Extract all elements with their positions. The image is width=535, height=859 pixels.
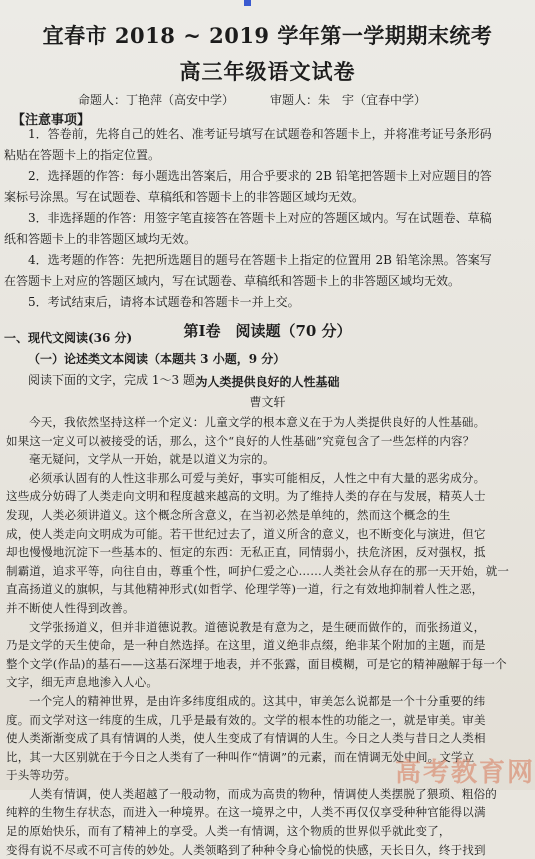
essay-body xyxy=(6,413,530,859)
essay-line: 直高扬道义的旗帜，与其他精神形式(如哲学、伦理学等)一道，行之有效地抑制着人性之恶， xyxy=(6,582,484,597)
essay-line: 毫无疑问，文学从一开始，就是以道义为宗的。 xyxy=(29,452,275,467)
exam-title: 宜春市 2018 ~ 2019 学年第一学期期末统考 xyxy=(42,23,493,48)
notice-line: 在答题卡上对应的答题区域内，写在试题卷、草稿纸和答题卡上的非答题区域均无效。 xyxy=(4,274,461,288)
essay-line: 文字，细无声息地渗入人心。 xyxy=(6,675,159,690)
essay-author: 曹文轩 xyxy=(249,395,286,409)
exam-subtitle: 高三年级语文试卷 xyxy=(179,59,356,84)
essay-line: 发现，人类必须讲道义。这个概念所含意义，在当初必然是单纯的，然而这个概念的生 xyxy=(6,507,451,522)
notice-line: 2．选择题的作答：每小题选出答案后，用合乎要求的 2B 铅笔把答题卡上对应题目的答 xyxy=(28,169,492,183)
essay-line: 成，使人类走向文明成为可能。若干世纪过去了，道义所含的意义，也不断变化与演进，但它 xyxy=(6,526,486,541)
essay-line: 度。而文学对这一纬度的生成，几乎是最有效的。文学的根本性的功能之一，就是审美。审美 xyxy=(6,712,486,727)
notice-heading: 【注意事项】 xyxy=(12,113,91,128)
essay-line: 足的原始快乐，而有了精神上的享受。人类一有情调，这个物质的世界似乎就此变了， xyxy=(6,824,451,839)
essay-line: 如果这一定义可以被接受的话，那么，这个“良好的人性基础”究竟包含了一些怎样的内容？ xyxy=(6,433,475,448)
setter: 命题人：丁艳萍（高安中学） xyxy=(78,93,235,107)
notice-line: 4．选考题的作答：先把所选题目的题号在答题卡上指定的位置用 2B 铅笔涂黑。答案写 xyxy=(28,253,492,267)
notice-line: 粘贴在答题卡上的指定位置。 xyxy=(4,148,161,162)
essay-line: 一个完人的精神世界，是由许多纬度组成的。这其中，审美怎么说都是一个十分重要的纬 xyxy=(29,693,486,708)
subpart-heading: （一）论述类文本阅读（本题共 3 小题，9 分） xyxy=(28,352,286,366)
essay-line: 比，其一大区别就在于今日之人类有了一种叫作“情调”的元素，而在情调无处中间。文学立 xyxy=(6,749,475,764)
essay-line: 却也慢慢地沉淀下一些基本的、恒定的东西：无私正直，同情弱小，扶危济困，反对强权，抵 xyxy=(6,545,486,560)
notice-line: 5．考试结束后，请将本试题卷和答题卡一并上交。 xyxy=(28,295,300,309)
author-line xyxy=(78,91,518,108)
essay-line: 乃是文学的天生使命，是一种自然选择。在这里，道义绝非点缀，绝非某个附加的主题，而是 xyxy=(6,638,486,653)
section-title: 第Ⅰ卷 阅读题（70 分） xyxy=(183,322,352,340)
essay-line: 人类有情调，使人类超越了一般动物，而成为高贵的物种，情调使人类摆脱了猥琐、粗俗的 xyxy=(29,786,497,801)
notice-line: 案标号涂黑。写在试题卷、草稿纸和答题卡上的非答题区域均无效。 xyxy=(4,190,365,204)
essay-line: 制霸道，追求平等，向往自由，尊重个性，呵护仁爱之心……人类社会从存在的那一天开始，就一 xyxy=(6,563,510,578)
essay-line: 纯粹的生物生存状态，而进入一种境界。在这一境界之中，人类不再仅仅享受种种官能得以满 xyxy=(6,805,486,820)
essay-line: 使人类渐渐变成了具有情调的人类，使人生变成了有情调的人生。今日之人类与昔日之人类相 xyxy=(6,731,486,746)
notice-line: 3．非选择题的作答：用签字笔直接答在答题卡上对应的答题区域内。写在试题卷、草稿 xyxy=(28,211,492,225)
notice-list xyxy=(4,124,532,313)
essay-line: 整个文学(作品)的基石——这基石深埋于地表，并不张露，面目模糊，可是它的精神融解于每一个 xyxy=(6,656,507,671)
essay-line: 必须承认固有的人性这非那么可爱与美好，事实可能相反，人性之中有大量的恶劣成分。 xyxy=(29,470,486,485)
site-watermark: 高考教育网 xyxy=(395,758,535,788)
notice-line: 纸和答题卡上的非答题区域均无效。 xyxy=(4,232,197,246)
pushpin-mark xyxy=(244,0,251,6)
essay-title: 为人类提供良好的人性基础 xyxy=(195,375,340,389)
essay-line: 并不断使人性得到改善。 xyxy=(6,600,135,615)
essay-line: 文学张扬道义，但并非道德说教。道德说教是有意为之，是生硬而做作的，而张扬道义， xyxy=(29,619,486,634)
essay-line: 变得有说不尽或不可言传的妙处。人类领略到了种种令身心愉悦的快感，天长日久，终于找到 xyxy=(6,842,486,857)
essay-line: 今天，我依然坚持这样一个定义：儿童文学的根本意义在于为人类提供良好的人性基础。 xyxy=(29,415,486,429)
part-heading: 一、现代文阅读(36 分) xyxy=(4,331,133,345)
reviewer: 审题人：朱 宇（宜春中学） xyxy=(270,93,427,107)
reading-instruction: 阅读下面的文字，完成 1～3 题。 xyxy=(28,373,207,387)
notice-line: 1．答卷前，先将自己的姓名、准考证号填写在试题卷和答题卡上，并将准考证号条形码 xyxy=(28,127,492,141)
essay-line: 于头等功劳。 xyxy=(6,768,77,783)
essay-line: 这些成分妨碍了人类走向文明和程度越来越高的文明。为了维持人类的存在与发展，精英人士 xyxy=(6,489,486,504)
